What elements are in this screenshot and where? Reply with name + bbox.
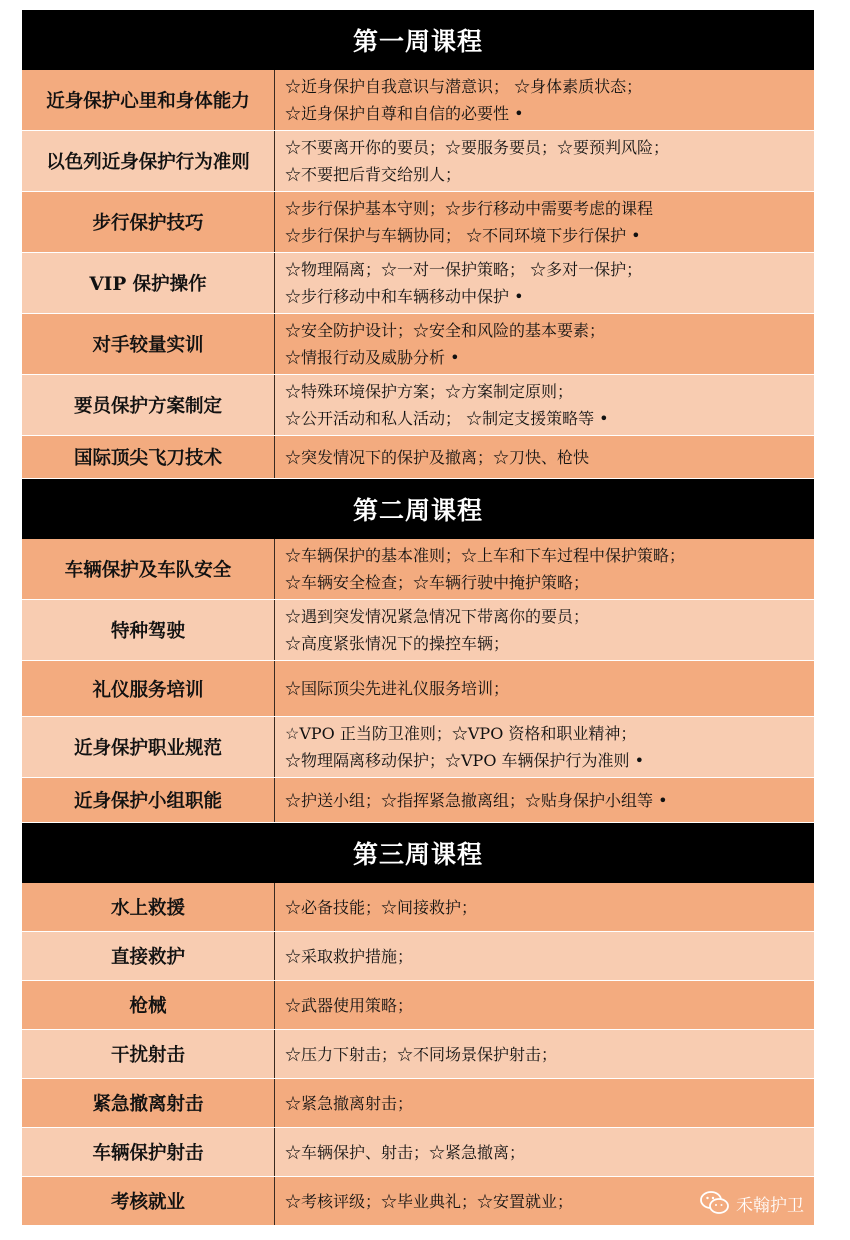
table-row <box>22 192 814 253</box>
table-row <box>22 1177 814 1226</box>
detail-line: ☆考核评级；☆毕业典礼；☆安置就业； <box>285 1191 574 1211</box>
course-name: 紧急撤离射击 <box>22 1079 275 1127</box>
week-2-header <box>22 479 814 539</box>
course-name: 水上救援 <box>22 883 275 931</box>
table-row <box>22 314 814 375</box>
course-details <box>275 436 814 478</box>
course-name: 近身保护心里和身体能力 <box>22 70 275 130</box>
watermark <box>700 1188 804 1218</box>
detail-line: ☆物理隔离移动保护；☆VPO 车辆保护行为准则 • <box>285 751 645 770</box>
week-1-header <box>22 10 814 70</box>
detail-line: ☆步行保护与车辆协同； ☆不同环境下步行保护 • <box>285 226 641 245</box>
course-details <box>275 717 814 777</box>
table-row <box>22 717 814 778</box>
detail-line: ☆近身保护自我意识与潜意识； ☆身体素质状态； <box>285 77 643 96</box>
week-title: 第一周课程 <box>352 27 483 56</box>
course-name: 干扰射击 <box>22 1030 275 1078</box>
detail-line: ☆不要离开你的要员；☆要服务要员；☆要预判风险； <box>285 138 670 157</box>
course-details <box>275 1128 814 1176</box>
course-name: 考核就业 <box>22 1177 275 1225</box>
detail-line: ☆紧急撤离射击； <box>285 1093 414 1113</box>
course-name: 礼仪服务培训 <box>22 661 275 716</box>
table-row <box>22 883 814 932</box>
course-details <box>275 70 814 130</box>
detail-line: ☆近身保护自尊和自信的必要性 • <box>285 104 524 123</box>
detail-line: ☆安全防护设计；☆安全和风险的基本要素； <box>285 321 606 340</box>
detail-line: ☆车辆保护、射击；☆紧急撤离； <box>285 1142 526 1162</box>
course-details <box>275 314 814 374</box>
course-details <box>275 778 814 822</box>
detail-line: ☆武器使用策略； <box>285 995 414 1015</box>
course-details <box>275 253 814 313</box>
week-title: 第三周课程 <box>352 840 483 869</box>
watermark-text: 禾翰护卫 <box>736 1195 804 1216</box>
detail-line: ☆遇到突发情况紧急情况下带离你的要员； <box>285 607 590 626</box>
course-details <box>275 600 814 660</box>
course-details <box>275 981 814 1029</box>
table-row <box>22 1128 814 1177</box>
course-name: 车辆保护射击 <box>22 1128 275 1176</box>
course-name: 国际顶尖飞刀技术 <box>22 436 275 478</box>
course-details <box>275 932 814 980</box>
table-row <box>22 436 814 479</box>
table-row <box>22 661 814 717</box>
detail-line: ☆步行保护基本守则；☆步行移动中需要考虑的课程 <box>285 199 654 218</box>
table-row <box>22 375 814 436</box>
table-row <box>22 539 814 600</box>
table-row <box>22 253 814 314</box>
course-details <box>275 883 814 931</box>
week-3-header <box>22 823 814 883</box>
course-details <box>275 192 814 252</box>
detail-line: ☆压力下射击；☆不同场景保护射击； <box>285 1044 558 1064</box>
detail-line: ☆特殊环境保护方案；☆方案制定原则； <box>285 382 574 401</box>
course-details <box>275 1030 814 1078</box>
course-name: 以色列近身保护行为准则 <box>22 131 275 191</box>
course-name: 近身保护职业规范 <box>22 717 275 777</box>
course-name: VIP 保护操作 <box>22 253 275 313</box>
course-name: 对手较量实训 <box>22 314 275 374</box>
table-row <box>22 600 814 661</box>
detail-line: ☆步行移动中和车辆移动中保护 • <box>285 287 524 306</box>
detail-line: ☆车辆安全检查；☆车辆行驶中掩护策略； <box>285 573 590 592</box>
table-row <box>22 981 814 1030</box>
course-details <box>275 1079 814 1127</box>
detail-line: ☆必备技能；☆间接救护； <box>285 897 478 917</box>
detail-line: ☆VPO 正当防卫准则；☆VPO 资格和职业精神； <box>285 724 637 743</box>
course-details <box>275 131 814 191</box>
course-name: 车辆保护及车队安全 <box>22 539 275 599</box>
course-details <box>275 375 814 435</box>
week-title: 第二周课程 <box>352 496 483 525</box>
course-name: 步行保护技巧 <box>22 192 275 252</box>
table-row <box>22 131 814 192</box>
course-name: 近身保护小组职能 <box>22 778 275 822</box>
table-row <box>22 1079 814 1128</box>
detail-line: ☆高度紧张情况下的操控车辆； <box>285 634 510 653</box>
course-name: 直接救护 <box>22 932 275 980</box>
detail-line: ☆物理隔离；☆一对一保护策略； ☆多对一保护； <box>285 260 643 279</box>
detail-line: ☆不要把后背交给别人； <box>285 165 462 184</box>
table-row <box>22 70 814 131</box>
course-name: 要员保护方案制定 <box>22 375 275 435</box>
course-name: 特种驾驶 <box>22 600 275 660</box>
course-details <box>275 539 814 599</box>
table-row <box>22 1030 814 1079</box>
course-details <box>275 661 814 716</box>
course-table <box>22 10 814 1226</box>
wechat-icon <box>700 1190 730 1216</box>
detail-line: ☆国际顶尖先进礼仪服务培训； <box>285 679 510 698</box>
detail-line: ☆公开活动和私人活动； ☆制定支援策略等 • <box>285 409 609 428</box>
detail-line: ☆情报行动及威胁分析 • <box>285 348 460 367</box>
table-row <box>22 778 814 823</box>
detail-line: ☆突发情况下的保护及撤离；☆刀快、枪快 <box>285 447 590 467</box>
detail-line: ☆采取救护措施； <box>285 946 414 966</box>
detail-line: ☆车辆保护的基本准则；☆上车和下车过程中保护策略； <box>285 546 686 565</box>
detail-line: ☆护送小组；☆指挥紧急撤离组；☆贴身保护小组等 • <box>285 790 668 810</box>
table-row <box>22 932 814 981</box>
course-name: 枪械 <box>22 981 275 1029</box>
